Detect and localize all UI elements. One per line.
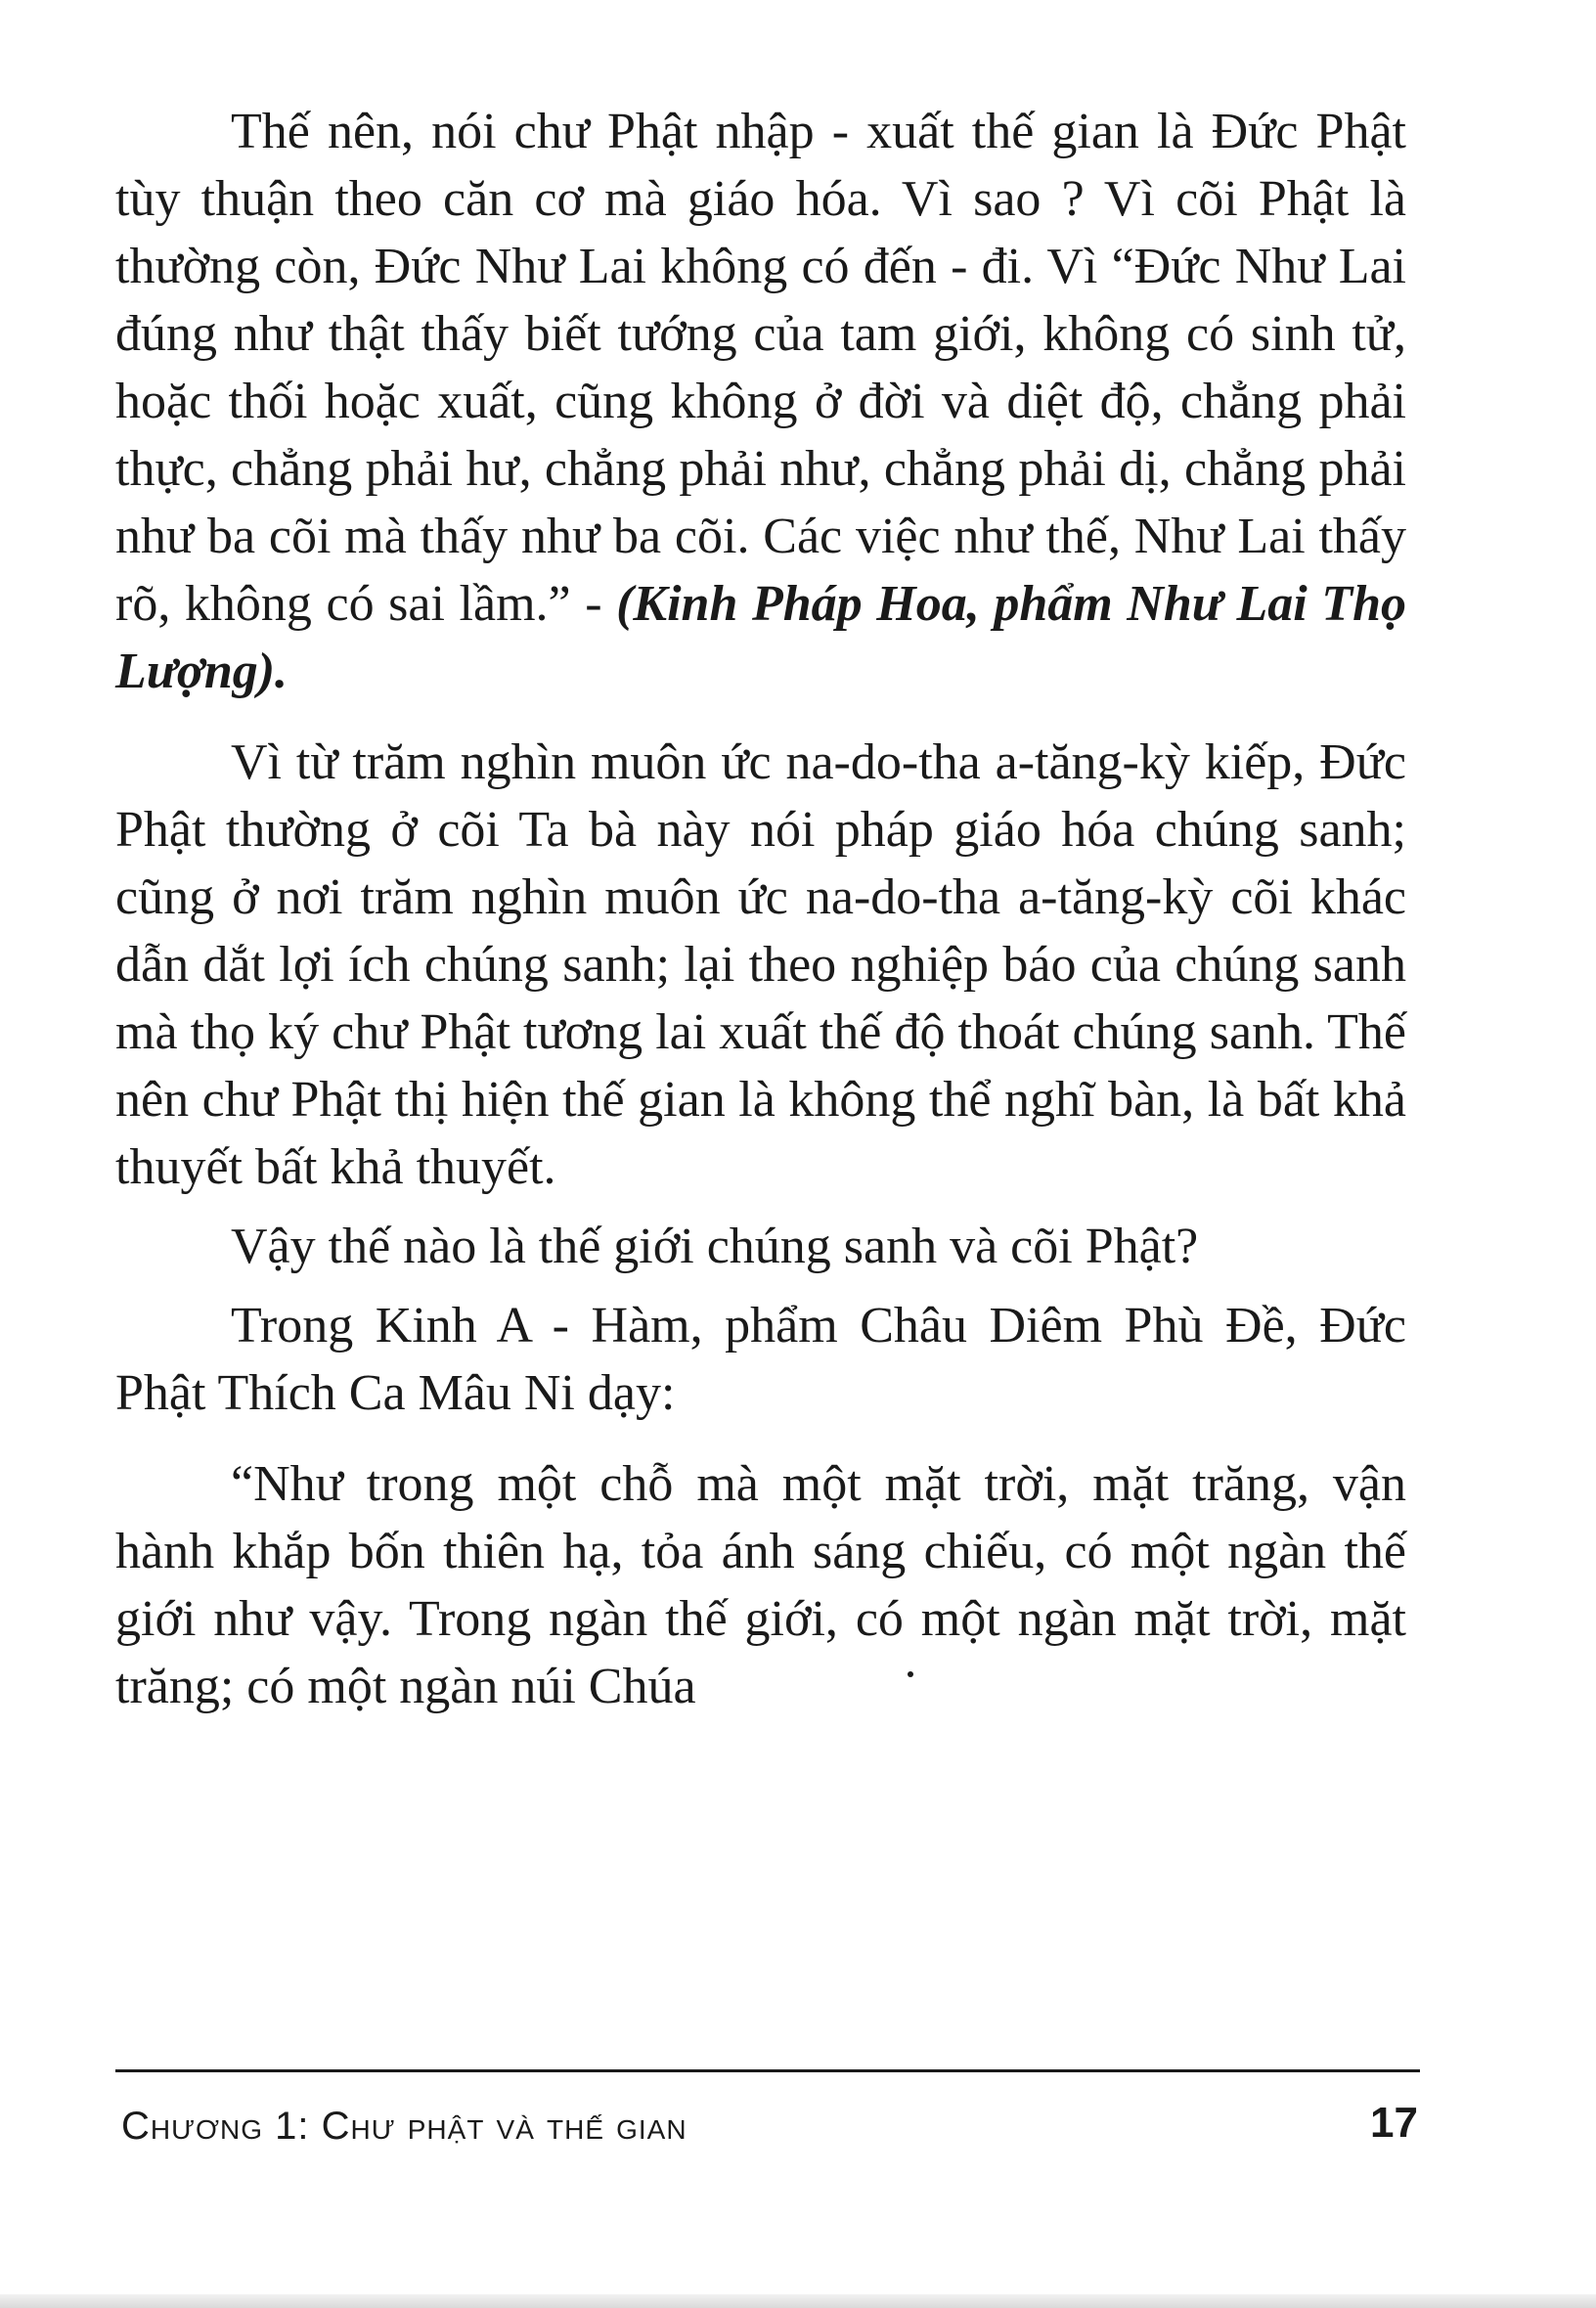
footer-divider [115,2069,1420,2072]
print-speck [908,1671,913,1677]
paragraph-1-text: Thế nên, nói chư Phật nhập - xuất thế gian là Đức Phật tùy thuận theo căn cơ mà giáo hóa. Vì sao ? Vì cõi Phật là thường còn, Đức Như Lai không có đến - đi. Vì “Đức Như Lai đúng như thật thấy biết tướng của tam giới, không có sinh tử, hoặc thối hoặc xuất, cũng không ở đời và diệt độ, chẳng phải thực, chẳng phải hư, chẳng phải như, chẳng phải dị, chẳng phải như ba cõi mà thấy như ba cõi. Các việc như thế, Như Lai thấy rõ, không có sai lầm.” - [115,104,1406,632]
running-footer-chapter: Chương 1: Chư phật và thế gian [121,2105,687,2148]
citation-kinh-phap-hoa: (Kinh Pháp Hoa, phẩm Như Lai Thọ Lượng). [115,576,1406,699]
paragraph-5: “Như trong một chỗ mà một mặt trời, mặt trăng, vận hành khắp bốn thiên hạ, tỏa ánh sáng chiếu, có một ngàn thế giới như vậy. Trong ngàn thế giới, có một ngàn mặt trời, mặt trăng; có một ngàn núi Chúa [115,1456,1406,1714]
paragraph-2: Vì từ trăm nghìn muôn ức na-do-tha a-tăng-kỳ kiếp, Đức Phật thường ở cõi Ta bà này nói pháp giáo hóa chúng sanh; cũng ở nơi trăm nghìn muôn ức na-do-tha a-tăng-kỳ cõi khác dẫn dắt lợi ích chúng sanh; lại theo nghiệp báo của chúng sanh mà thọ ký chư Phật tương lai xuất thế độ thoát chúng sanh. Thế nên chư Phật thị hiện thế gian là không thể nghĩ bàn, là bất khả thuyết bất khả thuyết. [115,734,1406,1195]
page-number: 17 [1370,2099,1418,2147]
scan-bottom-edge [0,2294,1596,2308]
paragraph-1 [115,98,1406,705]
page-body [115,98,1406,1720]
paragraph-3: Vậy thế nào là thế giới chúng sanh và cõi Phật? [231,1219,1199,1274]
paragraph-4: Trong Kinh A - Hàm, phẩm Châu Diêm Phù Đề, Đức Phật Thích Ca Mâu Ni dạy: [115,1298,1406,1421]
